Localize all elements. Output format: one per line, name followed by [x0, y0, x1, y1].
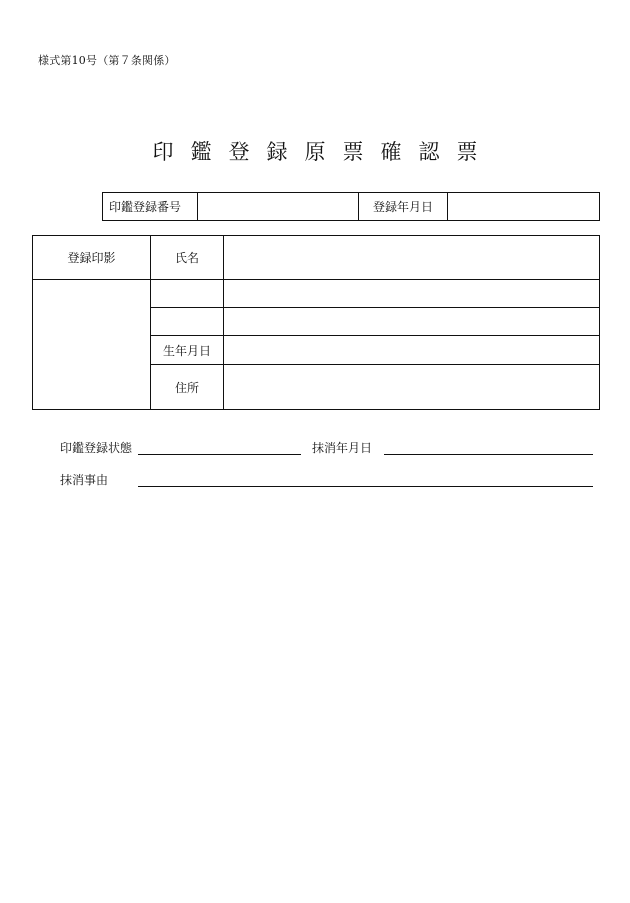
blank-label-row-2	[151, 280, 224, 308]
registration-table	[102, 192, 600, 221]
seal-registration-number-field	[198, 193, 359, 221]
registrant-table	[32, 235, 600, 410]
seal-registration-status-label: 印鑑登録状態	[60, 441, 133, 455]
address-field	[224, 365, 600, 410]
name-label: 氏名	[151, 236, 224, 280]
name-field	[224, 236, 600, 280]
document-title: 印鑑登録原票確認票	[152, 140, 495, 164]
registered-seal-label: 登録印影	[33, 236, 151, 280]
form-number: 様式第10号（第７条関係）	[38, 54, 176, 67]
cancellation-reason-line	[138, 486, 593, 487]
cancellation-reason-label: 抹消事由	[60, 473, 109, 487]
blank-label-row-3	[151, 308, 224, 336]
cancellation-date-line	[384, 454, 593, 455]
seal-registration-status-line	[138, 454, 301, 455]
registration-date-field	[448, 193, 600, 221]
registered-seal-impression-box	[33, 280, 151, 410]
birth-date-label: 生年月日	[151, 336, 224, 365]
blank-field-row-2	[224, 280, 600, 308]
birth-date-field	[224, 336, 600, 365]
seal-registration-number-label: 印鑑登録番号	[103, 193, 198, 221]
blank-field-row-3	[224, 308, 600, 336]
cancellation-date-label: 抹消年月日	[312, 441, 373, 455]
registration-date-label: 登録年月日	[359, 193, 448, 221]
address-label: 住所	[151, 365, 224, 410]
